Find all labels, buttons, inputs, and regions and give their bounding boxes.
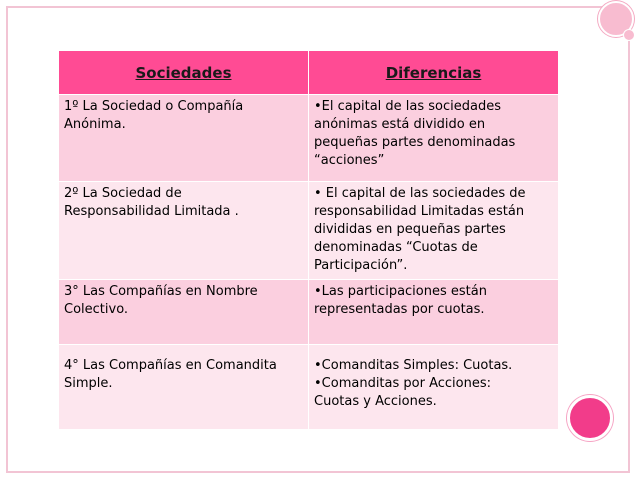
- decorative-dot-top-right: [623, 29, 635, 41]
- cell-text: 4° Las Compañías en Comandita: [64, 358, 277, 373]
- table-row: [59, 280, 559, 345]
- cell-text: Responsabilidad Limitada .: [64, 204, 239, 219]
- cell-diferencia: [309, 95, 559, 182]
- cell-text: •Comanditas por Acciones:: [314, 376, 491, 391]
- cell-text: •Las participaciones están: [314, 284, 487, 299]
- cell-text: Participación”.: [314, 258, 408, 273]
- cell-sociedad: [59, 182, 309, 280]
- cell-text: divididas en pequeñas partes: [314, 222, 506, 237]
- header-sociedades: Sociedades: [59, 51, 309, 95]
- cell-text: 2º La Sociedad de: [64, 186, 182, 201]
- cell-sociedad: [59, 95, 309, 182]
- cell-text: Anónima.: [64, 117, 126, 132]
- cell-text: •El capital de las sociedades: [314, 99, 502, 114]
- slide-frame-left: [6, 6, 8, 473]
- cell-text: • El capital de las sociedades de: [314, 186, 526, 201]
- table-row: [59, 182, 559, 280]
- table-row: [59, 345, 559, 430]
- header-diferencias: Diferencias: [309, 51, 559, 95]
- cell-sociedad: [59, 280, 309, 345]
- cell-diferencia: [309, 345, 559, 430]
- cell-text: 1º La Sociedad o Compañía: [64, 99, 244, 114]
- cell-text: •Comanditas Simples: Cuotas.: [314, 358, 513, 373]
- cell-text: responsabilidad Limitadas están: [314, 204, 525, 219]
- cell-text: “acciones”: [314, 153, 385, 168]
- slide-frame-right: [628, 6, 630, 473]
- cell-text: representadas por cuotas.: [314, 302, 485, 317]
- cell-text: Colectivo.: [64, 302, 129, 317]
- table-header-row: [59, 51, 559, 95]
- slide-frame-bottom: [6, 471, 630, 473]
- cell-text: pequeñas partes denominadas: [314, 135, 516, 150]
- cell-text: denominadas “Cuotas de: [314, 240, 478, 255]
- comparison-table: [58, 50, 559, 430]
- decorative-circle-bottom-right: [567, 395, 613, 441]
- slide-frame-top: [6, 6, 630, 8]
- cell-text: Simple.: [64, 376, 113, 391]
- cell-diferencia: [309, 280, 559, 345]
- cell-diferencia: [309, 182, 559, 280]
- cell-text: anónimas está dividido en: [314, 117, 486, 132]
- table-row: [59, 95, 559, 182]
- cell-sociedad: [59, 345, 309, 430]
- cell-text: 3° Las Compañías en Nombre: [64, 284, 258, 299]
- cell-text: Cuotas y Acciones.: [314, 394, 437, 409]
